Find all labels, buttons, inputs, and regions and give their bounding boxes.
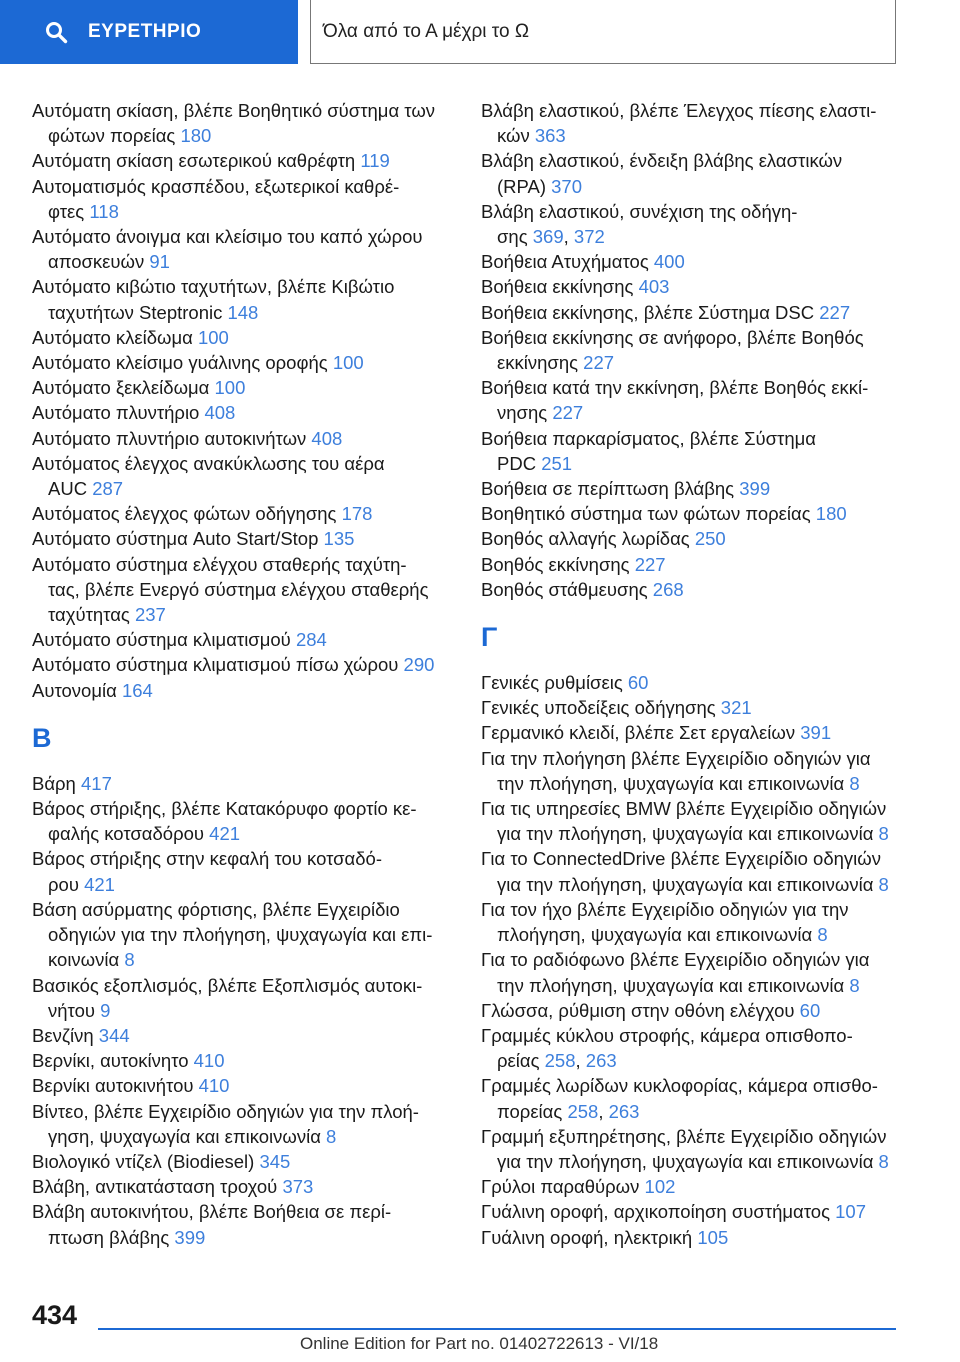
page-link[interactable]: 258 — [544, 1050, 576, 1072]
index-entry-text: την πλοήγηση, ψυχαγωγία και επικοινωνία — [497, 974, 850, 996]
page-link[interactable]: 8 — [878, 823, 889, 845]
page-link[interactable]: 263 — [585, 1050, 617, 1072]
index-entry-text: Βερνίκι, αυτοκίνητο — [32, 1050, 194, 1072]
index-entry — [32, 973, 470, 1023]
page-link[interactable]: 370 — [551, 175, 583, 197]
page-link[interactable]: 227 — [552, 402, 584, 424]
page-link[interactable]: 178 — [341, 503, 373, 525]
page-link[interactable]: 290 — [403, 654, 435, 676]
index-entry-text: Βοήθεια κατά την εκκίνηση, βλέπε Βοηθός εκκί- — [481, 377, 869, 399]
index-entry-text: Γερμανικό κλειδί, βλέπε Σετ εργαλείων — [481, 722, 801, 744]
page-link[interactable]: 391 — [800, 722, 832, 744]
page-link[interactable]: 227 — [819, 301, 851, 323]
index-entry-text: Για το ConnectedDrive βλέπε Εγχειρίδιο οδηγιών — [481, 848, 881, 870]
index-entry — [481, 695, 919, 720]
page-link[interactable]: 102 — [644, 1176, 676, 1198]
index-entry — [481, 577, 919, 602]
page-link[interactable]: 417 — [81, 772, 112, 794]
index-entry-text: φαλής κοτσαδόρου — [48, 823, 210, 845]
index-entry-text: Γενικές ρυθμίσεις — [481, 672, 628, 694]
index-entry-text: AUC — [48, 478, 93, 500]
index-entry — [481, 148, 919, 198]
index-entry-text: (RPA) — [497, 175, 552, 197]
index-entry — [481, 98, 919, 148]
page-link[interactable]: 421 — [84, 873, 115, 895]
index-entry-text: Βλάβη αυτοκινήτου, βλέπε Βοήθεια σε περί- — [32, 1201, 392, 1223]
index-entry — [32, 897, 470, 973]
page-link[interactable]: 119 — [360, 150, 390, 172]
page-link[interactable]: 60 — [799, 999, 821, 1021]
index-tab-label: ΕΥΡΕΤΗΡΙΟ — [88, 21, 202, 42]
index-entry-text: ρου — [48, 873, 85, 895]
index-entry-text: Βοήθεια εκκίνησης — [481, 276, 639, 298]
page-link[interactable]: 373 — [282, 1176, 314, 1198]
index-entry — [481, 1174, 919, 1199]
page-link[interactable]: 100 — [214, 377, 246, 399]
index-entry — [481, 325, 919, 375]
index-entry — [481, 846, 919, 896]
page-link[interactable]: 369 — [532, 226, 564, 248]
page-link[interactable]: 399 — [174, 1226, 206, 1248]
index-entry-text: Βάση ασύρματης φόρτισης, βλέπε Εγχειρίδιο — [32, 898, 400, 920]
index-entry-text: Γραμμές κύκλου στροφής, κάμερα οπισθοπο- — [481, 1024, 853, 1046]
index-entry — [32, 325, 470, 350]
index-entry-text: Βοηθός στάθμευσης — [481, 578, 653, 600]
index-column-left — [32, 98, 470, 1250]
index-entry: Γραμμές λωρίδων κυκλοφορίας, κάμερα οπισθο- πορείας 258, 263 — [481, 1075, 878, 1122]
index-entry — [32, 552, 470, 628]
section-letter: Β — [32, 722, 52, 753]
index-entry-text: οδηγιών για την πλοήγηση, ψυχαγωγία και επι- — [48, 924, 433, 946]
page-link[interactable]: 410 — [198, 1075, 230, 1097]
index-entry-text: Βενζίνη — [32, 1024, 99, 1046]
index-entry — [481, 746, 919, 796]
index-entry-text: Αυτόματο σύστημα ελέγχου σταθερής ταχύτη- — [32, 553, 407, 575]
index-entry-text: Γυάλινη οροφή, ηλεκτρική — [481, 1226, 698, 1248]
index-entry-text: Γραμμή εξυπηρέτησης, βλέπε Εγχειρίδιο οδηγιών — [481, 1125, 887, 1147]
section-letter: Γ — [481, 622, 498, 653]
index-entry-text: πορείας — [497, 1100, 568, 1122]
index-entry-text: Βοήθεια Ατυχήματος — [481, 251, 654, 273]
index-entry-text: για την πλοήγηση, ψυχαγωγία και επικοινωνία — [497, 873, 879, 895]
page-link[interactable]: 399 — [739, 478, 771, 500]
index-entry-text: Γρύλοι παραθύρων — [481, 1176, 645, 1198]
index-entry-text: αποσκευών — [48, 251, 150, 273]
index-entry-text: Αυτόματο σύστημα κλιματισμού — [32, 629, 296, 651]
index-entry-text: Βοηθητικό σύστημα των φώτων πορείας — [481, 503, 816, 525]
page-link[interactable]: 284 — [295, 629, 327, 651]
index-entry-text: Γενικές υποδείξεις οδήγησης — [481, 697, 721, 719]
index-entry — [481, 1199, 919, 1224]
index-entry-text: Για τον ήχο βλέπε Εγχειρίδιο οδηγιών για την — [481, 898, 849, 920]
index-entry — [32, 451, 470, 501]
index-entry-text: Για το ραδιόφωνο βλέπε Εγχειρίδιο οδηγιών για — [481, 949, 870, 971]
index-entry-text: Βοήθεια σε περίπτωση βλάβης — [481, 478, 740, 500]
index-entry — [32, 652, 470, 677]
index-entry-text: Βλάβη ελαστικού, ένδειξη βλάβης ελαστικών — [481, 150, 843, 172]
index-entry-text: Βοήθεια εκκίνησης σε ανήφορο, βλέπε Βοηθός — [481, 326, 864, 348]
page-link[interactable]: 8 — [817, 924, 828, 946]
index-entry — [481, 1124, 919, 1174]
index-entry — [481, 426, 919, 476]
index-entry-text: Βοήθεια παρκαρίσματος, βλέπε Σύστημα — [481, 427, 816, 449]
index-entry — [32, 501, 470, 526]
index-entry-text: Αυτόματη σκίαση, βλέπε Βοηθητικό σύστημα των — [32, 100, 436, 121]
index-entry — [32, 771, 470, 796]
index-entry — [481, 897, 919, 947]
index-entry — [32, 627, 470, 652]
index-entry-text: ταχυτήτων Steptronic — [48, 301, 228, 323]
index-entry — [481, 947, 919, 997]
page-link[interactable]: 237 — [134, 604, 166, 626]
index-entry-text: Γλώσσα, ρύθμιση στην οθόνη ελέγχου — [481, 999, 800, 1021]
index-entry-text: Αυτόματο κιβώτιο ταχυτήτων, βλέπε Κιβώτιο — [32, 276, 395, 298]
page-link[interactable]: 180 — [815, 503, 847, 525]
index-entry-text: Αυτόματο πλυντήριο αυτοκινήτων — [32, 427, 312, 449]
index-entry-text: για την πλοήγηση, ψυχαγωγία και επικοινωνία — [497, 1150, 879, 1172]
page-link[interactable]: 148 — [227, 301, 259, 323]
index-entry — [32, 350, 470, 375]
index-entry — [32, 1149, 470, 1174]
page-link[interactable]: 60 — [627, 672, 649, 694]
index-entry — [32, 148, 470, 173]
page-link[interactable]: 100 — [197, 326, 229, 348]
index-entry — [32, 1048, 470, 1073]
index-entry-text: πτωση βλάβης — [48, 1226, 175, 1248]
index-entry — [481, 501, 919, 526]
page-link[interactable]: 287 — [92, 478, 124, 500]
index-entry — [481, 720, 919, 745]
index-entry — [32, 174, 470, 224]
page-link[interactable]: 8 — [849, 974, 860, 996]
index-entry — [32, 526, 470, 551]
index-entry-text: Γυάλινη οροφή, αρχικοποίηση συστήματος — [481, 1201, 836, 1223]
index-entry-text: Αυτόματο κλείδωμα — [32, 326, 198, 348]
index-entry — [481, 526, 919, 551]
index-entry-text: Βάρη — [32, 772, 81, 794]
index-entry-text: Βλάβη ελαστικού, συνέχιση της οδήγη- — [481, 200, 798, 222]
page-link[interactable]: 263 — [608, 1100, 640, 1122]
index-entry-text: Αυτόματο σύστημα Auto Start/Stop — [32, 528, 324, 550]
index-entry-text: την πλοήγηση, ψυχαγωγία και επικοινωνία — [497, 772, 850, 794]
index-entry-text: Αυτονομία — [32, 679, 122, 701]
index-entry-text: Βλάβη ελαστικού, βλέπε Έλεγχος πίεσης ελαστι- — [481, 100, 877, 121]
footer-divider — [98, 1328, 896, 1330]
page-link[interactable]: 400 — [653, 251, 685, 273]
index-entry — [32, 846, 470, 896]
page-link[interactable]: 8 — [878, 1150, 889, 1172]
page-link[interactable]: 8 — [326, 1125, 337, 1147]
page-link[interactable]: 164 — [121, 679, 153, 701]
page-link[interactable]: 135 — [323, 528, 355, 550]
index-entry-text: σης — [497, 226, 533, 248]
index-entry — [32, 1023, 470, 1048]
page-link[interactable]: 403 — [638, 276, 670, 298]
index-entry-text: νήτου — [48, 999, 101, 1021]
index-entry — [32, 224, 470, 274]
a-to-z-label: Όλα από το Α μέχρι το Ω — [323, 20, 530, 42]
index-entry — [481, 249, 919, 274]
index-entry: Βλάβη ελαστικού, συνέχιση της οδήγη- σης 369, 372 — [481, 200, 798, 248]
index-entry — [32, 426, 470, 451]
index-entry — [481, 1225, 919, 1250]
index-entry-text: Βασικός εξοπλισμός, βλέπε Εξοπλισμός αυτοκι- — [32, 974, 423, 996]
index-entry — [32, 274, 470, 324]
page-link[interactable]: 268 — [652, 578, 684, 600]
page-link[interactable]: 408 — [204, 402, 236, 424]
page-number: 434 — [32, 1300, 78, 1330]
index-entry-text: για την πλοήγηση, ψυχαγωγία και επικοινωνία — [497, 823, 879, 845]
index-entry-text: PDC — [497, 452, 542, 474]
index-entry-text: ταχύτητας — [48, 604, 135, 626]
index-entry — [32, 1174, 470, 1199]
a-to-z-tab[interactable] — [310, 0, 896, 64]
index-entry-text: Βάρος στήριξης στην κεφαλή του κοτσαδό- — [32, 848, 383, 870]
index-entry — [481, 670, 919, 695]
index-entry-text: Για την πλοήγηση βλέπε Εγχειρίδιο οδηγιών για — [481, 747, 871, 769]
page-link[interactable]: 8 — [878, 873, 889, 895]
index-entry-text: τας, βλέπε Ενεργό σύστημα ελέγχου σταθερής — [48, 578, 429, 600]
page-link[interactable]: 421 — [209, 823, 241, 845]
page-link[interactable]: 9 — [100, 999, 111, 1021]
index-entry: Γραμμές κύκλου στροφής, κάμερα οπισθοπο- ρείας 258, 263 — [481, 1024, 853, 1072]
index-entry-text: Για τις υπηρεσίες BMW βλέπε Εγχειρίδιο οδηγιών — [481, 798, 887, 820]
index-entry — [32, 678, 470, 703]
page-link[interactable]: 227 — [583, 352, 615, 374]
index-entry-text: φώτων πορείας — [48, 125, 181, 147]
index-entry-text: Αυτοματισμός κρασπέδου, εξωτερικοί καθρέ- — [32, 175, 400, 197]
index-entry-text: Βοηθός αλλαγής λωρίδας — [481, 528, 695, 550]
index-entry-text: κών — [497, 125, 535, 147]
page-link[interactable]: 363 — [534, 125, 566, 147]
header-bar — [0, 0, 960, 66]
index-column-right — [481, 98, 919, 1250]
index-entry — [481, 300, 919, 325]
index-entry-text: Αυτόματο σύστημα κλιματισμού πίσω χώρου — [32, 654, 404, 676]
index-entry-text: γηση, ψυχαγωγία και επικοινωνία — [48, 1125, 327, 1147]
index-entry-text: Αυτόματο κλείσιμο γυάλινης οροφής — [32, 352, 333, 374]
index-entry — [32, 1073, 470, 1098]
page-link[interactable]: 321 — [720, 697, 752, 719]
page-link[interactable]: 91 — [149, 251, 170, 273]
index-entry — [481, 796, 919, 846]
page-link[interactable]: 251 — [541, 452, 573, 474]
index-entry-text: ρείας — [497, 1050, 545, 1072]
index-entry — [481, 274, 919, 299]
index-entry-text: Αυτόματο ξεκλείδωμα — [32, 377, 215, 399]
index-entry-text: Αυτόματος έλεγχος φώτων οδήγησης — [32, 503, 342, 525]
index-entry — [481, 552, 919, 577]
page-link[interactable]: 227 — [634, 553, 666, 575]
index-entry-text: Αυτόματη σκίαση εσωτερικού καθρέφτη — [32, 150, 361, 172]
index-entry-text: Βοηθός εκκίνησης — [481, 553, 635, 575]
footer-text: Online Edition for Part no. 01402722613 - VI/18 — [300, 1334, 659, 1353]
index-entry — [481, 998, 919, 1023]
page-link[interactable]: 100 — [332, 352, 364, 374]
index-entry — [32, 796, 470, 846]
index-entry-text: φτες — [48, 200, 90, 222]
index-entry — [481, 375, 919, 425]
page-link[interactable]: 410 — [193, 1050, 225, 1072]
page-link[interactable]: 8 — [849, 772, 860, 794]
page-link[interactable]: 250 — [694, 528, 726, 550]
index-entry — [481, 476, 919, 501]
index-entry-text: Βίντεο, βλέπε Εγχειρίδιο οδηγιών για την πλοή- — [32, 1100, 419, 1122]
page-link[interactable]: 345 — [259, 1150, 291, 1172]
index-entry — [32, 98, 470, 148]
index-entry-text: Βιολογικό ντίζελ (Biodiesel) — [32, 1150, 260, 1172]
index-tab[interactable] — [0, 0, 298, 64]
index-entry — [32, 375, 470, 400]
page-link[interactable]: 180 — [180, 125, 212, 147]
page-link[interactable]: 105 — [697, 1226, 729, 1248]
index-entry — [32, 1199, 470, 1249]
index-entry-text: Αυτόματο άνοιγμα και κλείσιμο του καπό χώρου — [32, 226, 423, 248]
index-entry-text: Βοήθεια εκκίνησης, βλέπε Σύστημα DSC — [481, 301, 820, 323]
index-entry-text: Γραμμές λωρίδων κυκλοφορίας, κάμερα οπισθο- — [481, 1075, 878, 1097]
page-link[interactable]: 8 — [124, 949, 135, 971]
index-entry-text: Βλάβη, αντικατάσταση τροχού — [32, 1176, 283, 1198]
index-entry-text: Βάρος στήριξης, βλέπε Κατακόρυφο φορτίο κε- — [32, 798, 417, 820]
page-link[interactable]: 408 — [311, 427, 343, 449]
index-entry-text: πλοήγηση, ψυχαγωγία και επικοινωνία — [497, 924, 818, 946]
index-entry-text: Βερνίκι αυτοκινήτου — [32, 1075, 199, 1097]
page-link[interactable]: 118 — [89, 200, 119, 222]
index-entry-text: νησης — [497, 402, 553, 424]
index-entry — [32, 1099, 470, 1149]
search-icon — [44, 20, 68, 44]
page-link[interactable]: 344 — [98, 1024, 130, 1046]
page-link[interactable]: 258 — [567, 1100, 599, 1122]
index-entry-text: Αυτόματο πλυντήριο — [32, 402, 205, 424]
index-entry-text: Αυτόματος έλεγχος ανακύκλωσης του αέρα — [32, 452, 385, 474]
index-entry — [32, 400, 470, 425]
page-link[interactable]: 107 — [835, 1201, 867, 1223]
index-entry-text: κοινωνία — [48, 949, 125, 971]
page-link[interactable]: 372 — [573, 226, 605, 248]
index-entry-text: εκκίνησης — [497, 352, 584, 374]
